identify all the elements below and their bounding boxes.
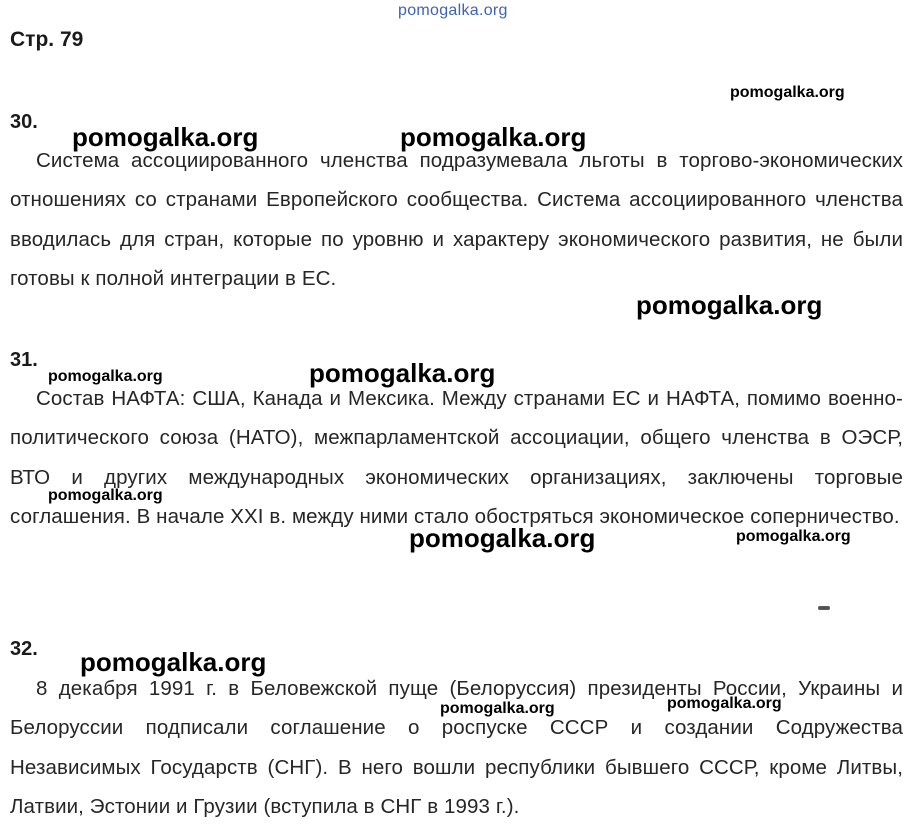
section-text: 8 декабря 1991 г. в Беловежской пуще (Белоруссия) президенты России, Украины и Белоруссии подписали соглашение о роспуске СССР и создании Содружества Независимых Государств (СНГ). В него вошли республики бывшего СССР, кроме Литвы, Латвии, Эстонии и Грузии (вступила в СНГ в 1993 г.). [10, 677, 903, 818]
watermark: pomogalka.org [440, 700, 555, 717]
watermark: pomogalka.org [730, 84, 845, 101]
watermark: pomogalka.org [72, 122, 259, 152]
watermark: pomogalka.org [48, 368, 163, 385]
section-number: 30. [10, 111, 38, 133]
watermark: pomogalka.org [80, 647, 267, 677]
watermark: pomogalka.org [400, 122, 587, 152]
watermark: pomogalka.org [736, 528, 851, 545]
page-title: Стр. 79 [10, 28, 84, 51]
section-text: Система ассоциированного членства подразумевала льготы в торгово-экономических отношениях со странами Европейского сообщества. Система ассоциированного членства вводилась для стран, которые по уровню и характеру экономического развития, не были готовы к полной интеграции в ЕС. [10, 149, 903, 290]
watermark: pomogalka.org [309, 358, 496, 388]
watermark: pomogalka.org [48, 487, 163, 504]
scan-smudge [818, 606, 830, 610]
section-number: 32. [10, 638, 38, 660]
watermark: pomogalka.org [409, 523, 596, 553]
watermark-top: pomogalka.org [398, 2, 508, 19]
watermark: pomogalka.org [636, 290, 823, 320]
section-text: Состав НАФТА: США, Канада и Мексика. Между странами ЕС и НАФТА, помимо военно-политического союза (НАТО), межпарламентской ассоциации, общего членства в ОЭСР, ВТО и других международных экономических организациях, заключены торговые соглашения. В начале XXI в. между ними стало обостряться экономическое соперничество. [10, 387, 903, 528]
section-number: 31. [10, 349, 38, 371]
watermark: pomogalka.org [667, 695, 782, 712]
